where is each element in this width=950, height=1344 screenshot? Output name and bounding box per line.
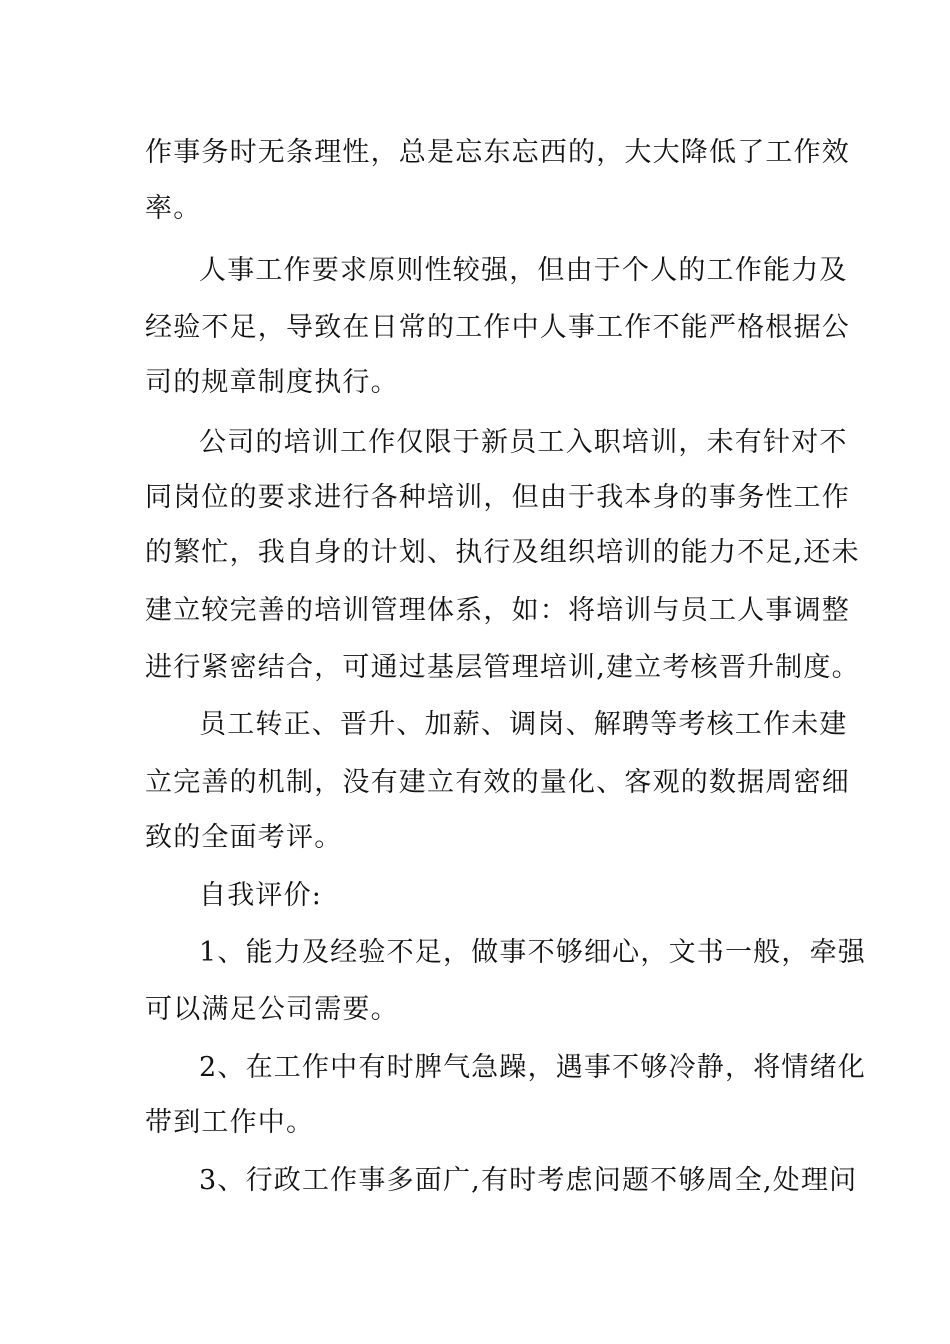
text-line: 的繁忙，我自身的计划、执行及组织培训的能力不足,还未 [145,537,860,568]
paragraph-start-line: 公司的培训工作仅限于新员工入职培训，未有针对不 [199,427,848,458]
text-line: 同岗位的要求进行各种培训，但由于我本身的事务性工作 [145,482,850,513]
text-line: 进行紧密结合，可通过基层管理培训,建立考核晋升制度。 [145,652,860,683]
section-heading: 自我评价: [199,880,323,911]
list-item-start-line: 3、行政工作事多面广,有时考虑问题不够周全,处理问 [199,1165,858,1196]
paragraph-start-line: 员工转正、晋升、加薪、调岗、解聘等考核工作未建 [199,709,848,740]
list-item-start-line: 2、在工作中有时脾气急躁，遇事不够冷静，将情绪化 [199,1052,866,1083]
text-line: 率。 [145,193,202,224]
text-line: 带到工作中。 [145,1107,315,1138]
list-item-start-line: 1、能力及经验不足，做事不够细心，文书一般，牵强 [199,937,866,968]
text-line: 立完善的机制，没有建立有效的量化、客观的数据周密细 [145,767,850,798]
paragraph-start-line: 人事工作要求原则性较强，但由于个人的工作能力及 [199,255,848,286]
text-line: 作事务时无条理性，总是忘东忘西的，大大降低了工作效 [145,137,850,168]
text-line: 经验不足，导致在日常的工作中人事工作不能严格根据公 [145,312,850,343]
text-line: 可以满足公司需要。 [145,994,399,1025]
text-line: 司的规章制度执行。 [145,367,399,398]
text-line: 致的全面考评。 [145,822,343,853]
text-line: 建立较完善的培训管理体系，如：将培训与员工人事调整 [145,595,850,626]
